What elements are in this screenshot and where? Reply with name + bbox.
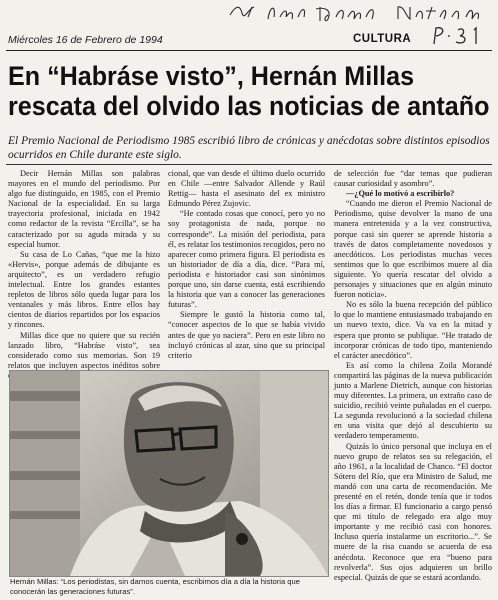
paragraph: cional, que van desde el último duelo ocurrido en Chile —entre Salvador Allende y Raúl Rettig— hasta el asesinato del ex ministro Edmundo Pérez Zujovic. [168,169,325,209]
section-label: CULTURA [353,33,412,45]
paragraph: No es sólo la buena recepción del público lo que lo mantiene entusiasmado trabajando en un nuevo texto, dice. Va va en la mitad y espera que pronto se publique. “He tratado de incorporar crónicas de todo tipo, manteniendo el carácter anecdótico”. [334,300,492,360]
photo-caption: Hernán Millas: “Los periodistas, sin darnos cuenta, escribimos día a día la historia que conocerán las generaciones futuras”. [10,577,300,596]
paragraph: Millas dice que no quiere que su recién lanzado libro, “Habráse visto”, sea considerado como sus memorias. Son 19 relatos que incluyen aspectos inéditos sobre [8,330,160,370]
publication-date: Miércoles 16 de Febrero de 1994 [8,34,163,46]
paragraph: Es así como la chilena Zoila Morandé compartirá las páginas de la nueva publicación junto a Marlene Dietrich, aunque con historias muy diferentes. La primera, un extraño caso de suicidio, recibió veinte puñaladas en el cuerpo. La segunda revolucionó a la sociedad chilena en una visita que dejó al descubierto su verdadero temperamento. [334,360,492,441]
interview-question: —¿Qué lo motivó a escribirlo? [346,189,455,199]
article-column-1 [8,169,160,381]
article-column-3 [334,169,492,583]
top-rule [6,50,492,51]
paragraph: “He contado cosas que conocí, pero yo no soy protagonista de nada, porque no corresponde”. La misión del periodista, para él, es relatar los testimonios recogidos, pero no aparecer como primera figura. El periodista es un historiador de día a día, dice. “Para mí, periodista e historiador casi son sinónimos porque uno, sin darse cuenta, está escribiendo la historia que van a conocer las generaciones futuras”. [168,209,325,310]
portrait-photo [9,370,329,577]
paragraph: “Cuando me dieron el Premio Nacional de Periodismo, quise devolver la mano de una manera entretenida y a la vez constructiva, porque casi sin querer se aprende historia a través de datos completamente novedosos y anecdóticos. Los periodistas muchas veces sentimos que lo que escribimos muere al día siguiente. Yo quería rescatar del olvido a personajes y situaciones que en algún minuto fueron noticia». [334,199,492,300]
paragraph: Quizás lo único personal que incluya en el nuevo grupo de relatos sea su relegación, el año 1961, a la localidad de Chanco. “El doctor Sótero del Río, que era Ministro de Salud, me mandó con una carta de recomendación. Me presenté en el retén, donde tenía que ir todos los días a firmar. El funcionario a cargo pensó que mi título de relegado era algo muy importante y me recibió casi con honores. Incluso quería instalarme un escritorio...”. Se muere de la risa cuando se acuerda de esa anécdota. Reconoce que era “bueno para revolverla”. Sus ojos adquieren un brillo especial. Quizás de que se estará acordando. [334,441,492,582]
paragraph: Siempre le gustó la historia como tal, “conocer aspectos de lo que se había vivido antes de que yo naciera”. Pero en este libro no incluyó crónicas al azar, sino que su principal criterio [168,310,325,360]
subheadline: El Premio Nacional de Periodismo 1985 escribió libro de crónicas y anécdotas sobre distintos episodios ocurridos en Chile durante este siglo. [8,135,490,161]
handwritten-page-number [430,24,490,46]
subhead-rule [6,164,492,165]
paragraph: Decir Hernán Millas son palabras mayores en el mundo del periodismo. Por algo fue distinguido, en 1985, con el Premio Nacional de la especialidad. En su larga trayectoria profesional, iniciada en 1942 como redactor de la revista “Ercilla”, se ha caracterizado por su aguda mirada y su especial humor. [8,169,160,249]
headline-line-1: En “Habráse visto”, Hernán Millas [8,61,415,91]
paragraph: de selección fue “dar temas que pudieran causar curiosidad y asombro”. [334,169,492,189]
headline-line-2: rescata del olvido las noticias de antaño [8,91,490,121]
article-column-2 [168,169,325,361]
paragraph: Su casa de Lo Cañas, “que me la hizo «Hervis», porque además de dibujante es arquitecto”, es un verdadero refugio intelectual. Entre los grandes estantes repletos de libros sólo queda lugar para los ventanales y más libros. Entre ellos hay cientos de diarios repartidos por los espacios y rincones. [8,249,160,330]
handwritten-note [228,1,488,25]
